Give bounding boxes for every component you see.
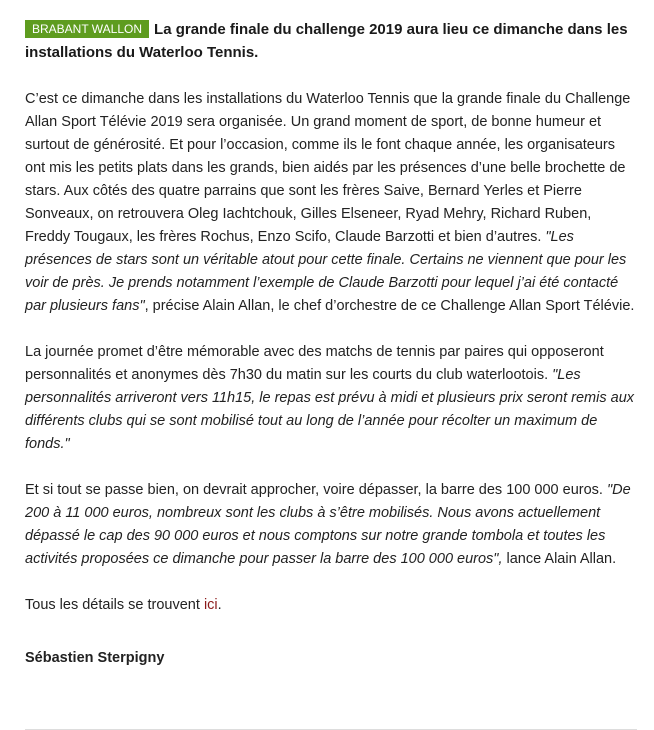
paragraph-text: . <box>217 597 222 613</box>
article <box>25 18 637 670</box>
paragraph-event <box>25 341 637 456</box>
quote: "Les personnalités arriveront vers 11h15, le repas est prévu à midi et plusieurs prix seront remis aux différents clubs qui se sont mobilisé tout au long de l’année pour récolter un maximum de fonds." <box>25 367 635 452</box>
paragraph-text: Et si tout se passe bien, on devrait approcher, voire dépasser, la barre des 100 000 euros. <box>25 482 607 498</box>
paragraph-goal <box>25 479 637 571</box>
paragraph-text: La journée promet d’être mémorable avec des matchs de tennis par paires qui opposeront personnalités et anonymes dès 7h30 du matin sur les courts du club waterlootois. <box>25 344 604 383</box>
paragraph-intro <box>25 88 637 318</box>
paragraph-text: , précise Alain Allan, le chef d’orchestre de ce Challenge Allan Sport Télévie. <box>144 298 635 314</box>
paragraph-text: lance Alain Allan. <box>502 551 617 567</box>
paragraph-details <box>25 594 637 617</box>
article-headline <box>25 18 637 64</box>
quote: "De 200 à 11 000 euros, nombreux sont les clubs à s’être mobilisés. Nous avons actuellement dépassé le cap des 90 000 euros et nous comptons sur notre grande tombola et toutes les activités proposées ce dimanche pour passer la barre des 100 000 euros", <box>25 482 631 567</box>
author-name: Sébastien Sterpigny <box>25 650 165 666</box>
paragraph-text: C’est ce dimanche dans les installations du Waterloo Tennis que la grande finale du Challenge Allan Sport Télévie 2019 sera organisée. Un grand moment de sport, de bonne humeur et surtout de générosité. Et pour l’occasion, comme ils le font chaque année, les organisateurs ont mis les petits plats dans les grands, bien aidés par les présences d’une belle brochette de stars. Aux côtés des quatre parrains que sont les frères Saive, Bernard Yerles et Pierre Sonveaux, on retrouvera Oleg Iachtchouk, Gilles Elseneer, Ryad Mehry, Richard Ruben, Freddy Tougaux, les frères Rochus, Enzo Scifo, Claude Barzotti et bien d’autres. <box>25 91 631 245</box>
details-link[interactable]: ici <box>203 597 218 613</box>
paragraph-text: Tous les détails se trouvent <box>25 597 204 613</box>
category-tag[interactable]: BRABANT WALLON <box>25 20 149 38</box>
quote: "Les présences de stars sont un véritable atout pour cette finale. Certains ne viennent que pour les voir de près. Je prends notamment l’exemple de Claude Barzotti pour lequel j’ai été contacté par plusieurs fans" <box>25 229 627 314</box>
headline-text: La grande finale du challenge 2019 aura lieu ce dimanche dans les installations du Waterloo Tennis. <box>25 21 628 61</box>
